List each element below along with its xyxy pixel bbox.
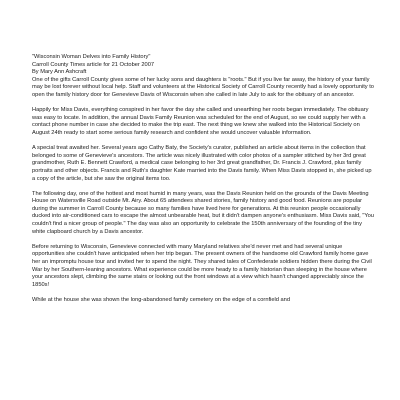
paragraph-cemetery: While at the house she was shown the long-abandoned family cemetery on the edge of a cornfield and (32, 297, 290, 303)
article-title: "Wisconsin Woman Delves into Family History" (32, 54, 151, 60)
article-body (32, 54, 374, 312)
paragraph-before-returning: Before returning to Wisconsin, Genevieve connected with many Maryland relatives she'd never met and had several unique opportunities she couldn't have anticipated when her trip began. The present owners of the handsome old Crawford family home gave her an impromptu house tour and invited her to spend the night. They shared tales of Confederate soldiers hidden there during the Civil War by her Southern-leaning ancestors. What experience could be more heady to a family historian than sleeping in the house where your ancestors slept, climbing the same stairs or looking out the front windows at a view which hasn't changed appreciably since the 1850s! (32, 243, 372, 288)
paragraph-intro: One of the gifts Carroll County gives some of her lucky sons and daughters is "roots." But if you live far away, the history of your family may be lost forever without local help. Staff and volunteers at the Historical Society of Carroll County recently had a lovely opportunity to open the family history door for Genevieve Davis of Wisconsin when she called in late July to ask for the obituary of an ancestor. (32, 76, 374, 98)
article-byline: By Mary Ann Ashcraft (32, 69, 87, 76)
paragraph-research: Happily for Miss Davis, everything conspired in her favor the day she called and unearthing her roots began immediately. The obituary was easy to locate. In addition, the annual Davis Family Reunion was scheduled for the end of August, so we could supply her with a contact phone number in case she decided to make the trip east. The next thing we knew she walked into the Historical Society on August 24th ready to start some serious family research and confident she would uncover valuable information. (32, 107, 369, 136)
article-subtitle: Carroll County Times article for 21 October 2007 (32, 61, 155, 68)
paragraph-special-treat: A special treat awaited her. Several years ago Cathy Baty, the Society's curator, published an article about items in the collection that belonged to some of Genevieve's ancestors. The article was nicely illustrated with color photos of a sampler stitched by her 3rd great grandmother, Ruth E. Bennett Crawford, a medical case belonging to her 3rd great grandfather, Dr. Francis J. Crawford, plus family portraits and other objects. Francis and Ruth's daughter Kate married into the Davis family. When Miss Davis stopped in, she picked up a copy of the article, but she saw the original items too. (32, 145, 372, 182)
article-header (32, 54, 374, 77)
paragraph-reunion: The following day, one of the hottest and most humid in many years, was the Davis Reunion held on the grounds of the Davis Meeting House on Watersville Road outside Mt. Airy. About 65 attendees shared stories, family history and good food. Reunions are popular during the summer in Carroll County because so many families have lived here for generations. At this reunion people occasionally ducked into air-conditioned cars to escape the almost unbearable heat, but it didn't dampen anyone's enthusiasm. Miss Davis said, "You couldn't find a nicer group of people." The day was also an opportunity to celebrate the 150th anniversary of the founding of the tiny white clapboard church by a Davis ancestor. (32, 190, 374, 235)
